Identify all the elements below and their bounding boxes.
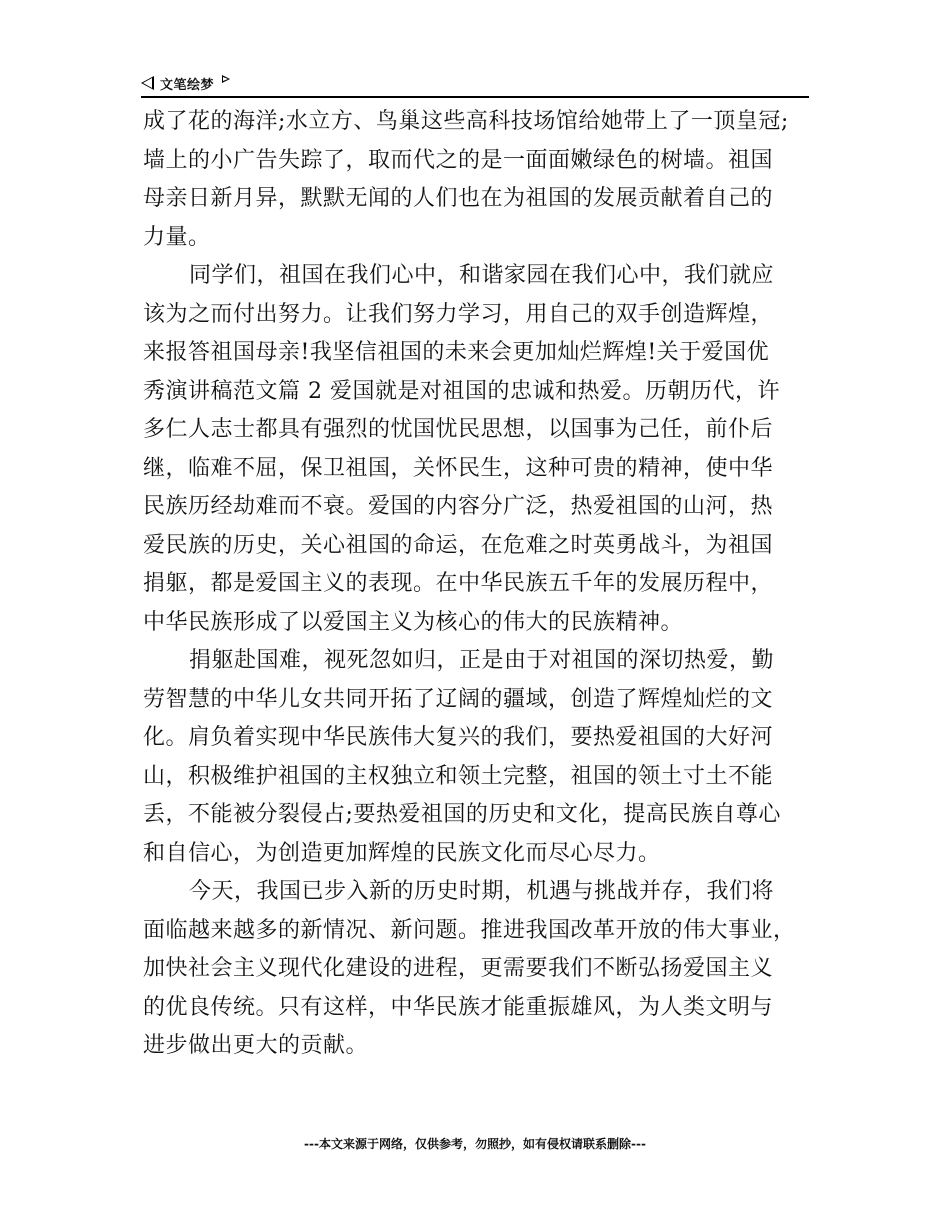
- text-line: 加快社会主义现代化建设的进程，更需要我们不断弘扬爱国主义: [143, 956, 774, 981]
- text-line: 劳智慧的中华儿女共同开拓了辽阔的疆域，创造了辉煌灿烂的文: [143, 686, 774, 712]
- text-line: 的优良传统。只有这样，中华民族才能重振雄风，为人类文明与: [143, 994, 774, 1020]
- text-line: 捐躯，都是爱国主义的表现。在中华民族五千年的发展历程中，: [143, 571, 774, 596]
- text-line: 母亲日新月异，默默无闻的人们也在为祖国的发展贡献着自己的: [143, 186, 774, 211]
- text-line: 力量。: [143, 224, 211, 250]
- text-line: 成了花的海洋;水立方、鸟巢这些高科技场馆给她带上了一顶皇冠;: [143, 109, 789, 134]
- text-line: 中华民族形成了以爱国主义为核心的伟大的民族精神。: [143, 609, 684, 635]
- text-line: 面临越来越多的新情况、新问题。推进我国改革开放的伟大事业，: [143, 917, 796, 943]
- document-body: [143, 103, 813, 1066]
- text-line: 同学们，祖国在我们心中，和谐家园在我们心中，我们就应: [189, 263, 775, 288]
- page-header: [141, 70, 809, 98]
- text-line: 多仁人志士都具有强烈的忧国忧民思想，以国事为己任，前仆后: [143, 417, 774, 442]
- text-line: 山，积极维护祖国的主权独立和领土完整，祖国的领土寸土不能: [143, 763, 774, 789]
- text-line: 捐躯赴国难，视死忽如归，正是由于对祖国的深切热爱，勤: [189, 648, 775, 673]
- text-line: 秀演讲稿范文篇 2 爱国就是对祖国的忠诚和热爱。历朝历代，许: [143, 378, 780, 404]
- text-line: 爱民族的历史，关心祖国的命运，在危难之时英勇战斗，为祖国: [143, 532, 774, 558]
- text-line: 继，临难不屈，保卫祖国，关怀民生，这种可贵的精神，使中华: [143, 455, 774, 481]
- footer-disclaimer: ---本文来源于网络，仅供参考，勿照抄，如有侵权请联系删除---: [304, 1137, 646, 1151]
- text-line: 今天，我国已步入新的历史时期，机遇与挑战并存，我们将: [189, 879, 775, 904]
- text-line: 丢，不能被分裂侵占;要热爱祖国的历史和文化，提高民族自尊心: [143, 802, 781, 827]
- header-title: 文笔绘梦: [160, 77, 215, 93]
- text-line: 化。肩负着实现中华民族伟大复兴的我们，要热爱祖国的大好河: [143, 725, 774, 750]
- text-line: 来报答祖国母亲!我坚信祖国的未来会更加灿烂辉煌!关于爱国优: [143, 340, 770, 365]
- text-line: 墙上的小广告失踪了，取而代之的是一面面嫩绿色的树墙。祖国: [143, 147, 774, 173]
- text-line: 和自信心，为创造更加辉煌的民族文化而尽心尽力。: [143, 840, 661, 866]
- left-triangle-icon: [141, 76, 154, 90]
- text-line: 该为之而付出努力。让我们努力学习，用自己的双手创造辉煌，: [143, 301, 774, 327]
- right-triangle-icon: [222, 75, 230, 83]
- text-line: 进步做出更大的贡献。: [143, 1033, 369, 1058]
- text-line: 民族历经劫难而不衰。爱国的内容分广泛，热爱祖国的山河，热: [143, 494, 774, 519]
